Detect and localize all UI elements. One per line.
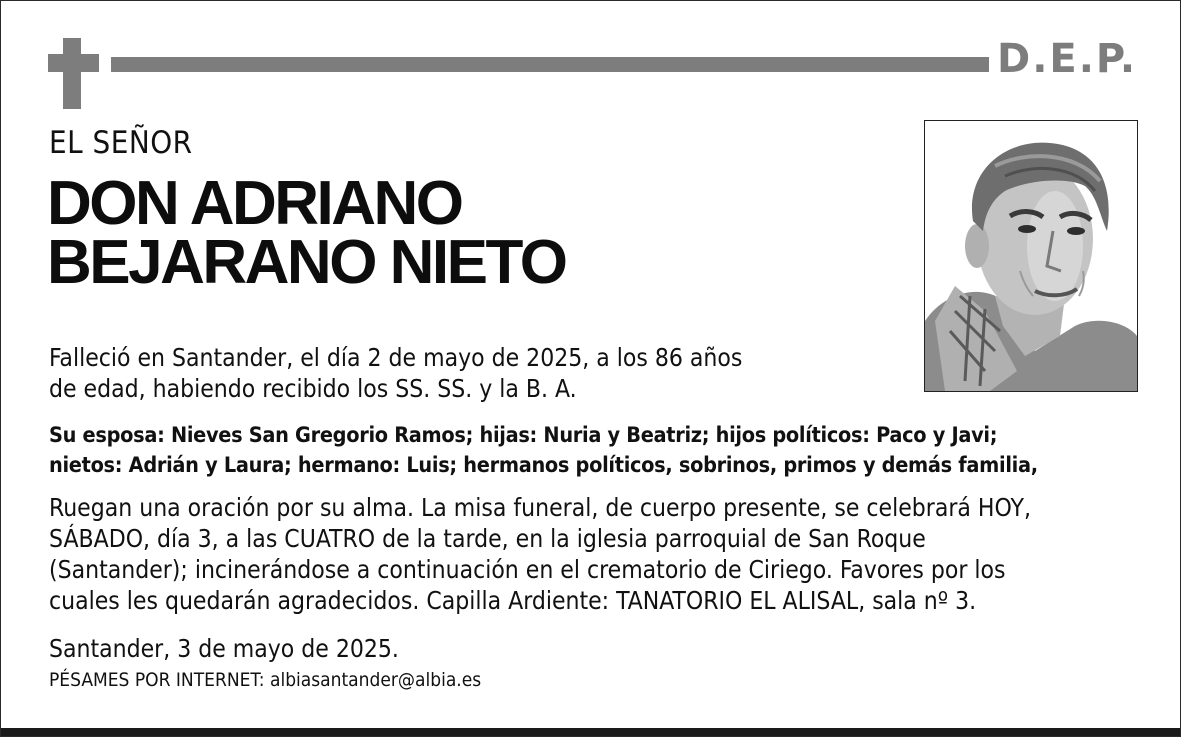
family-list-line-2: nietos: Adrián y Laura; hermano: Luis; hermanos políticos, sobrinos, primos y demás familia, — [49, 453, 1038, 478]
header-rule — [111, 57, 989, 72]
dep-label: D.E.P. — [997, 36, 1138, 82]
cross-horizontal-bar — [48, 54, 99, 72]
portrait-icon — [925, 121, 1137, 391]
funeral-mass-line-2: SÁBADO, día 3, a las CUATRO de la tarde, en la iglesia parroquial de San Roque — [49, 524, 926, 553]
funeral-mass-text — [49, 492, 1159, 616]
dateline: Santander, 3 de mayo de 2025. — [49, 634, 399, 663]
death-notice — [49, 342, 869, 404]
condolences-email-link[interactable]: albiasantander@albia.es — [269, 669, 482, 691]
condolences-label: PÉSAMES POR INTERNET: — [49, 669, 265, 691]
deceased-name — [47, 169, 566, 297]
deceased-name-line-2: BEJARANO NIETO — [47, 228, 566, 297]
cross-vertical-bar — [63, 38, 81, 109]
portrait-photo — [924, 120, 1138, 392]
bottom-rule — [1, 728, 1180, 736]
funeral-mass-line-4: cuales les quedarán agradecidos. Capilla Ardiente: TANATORIO EL ALISAL, sala nº 3. — [49, 586, 977, 615]
honorific-title: EL SEÑOR — [49, 125, 193, 161]
funeral-mass-line-3: (Santander); incinerándose a continuación en el crematorio de Ciriego. Favores por los — [49, 555, 1006, 584]
family-list-line-1: Su esposa: Nieves San Gregorio Ramos; hijas: Nuria y Beatriz; hijos políticos: Paco y Javi; — [49, 423, 998, 448]
death-notice-line-1: Falleció en Santander, el día 2 de mayo de 2025, a los 86 años — [49, 343, 743, 372]
family-list — [49, 421, 1159, 481]
deceased-name-line-1: DON ADRIANO — [47, 169, 462, 238]
death-notice-line-2: de edad, habiendo recibido los SS. SS. y la B. A. — [49, 374, 577, 403]
condolences-line — [49, 667, 481, 693]
funeral-mass-line-1: Ruegan una oración por su alma. La misa funeral, de cuerpo presente, se celebrará HOY, — [49, 493, 1031, 522]
